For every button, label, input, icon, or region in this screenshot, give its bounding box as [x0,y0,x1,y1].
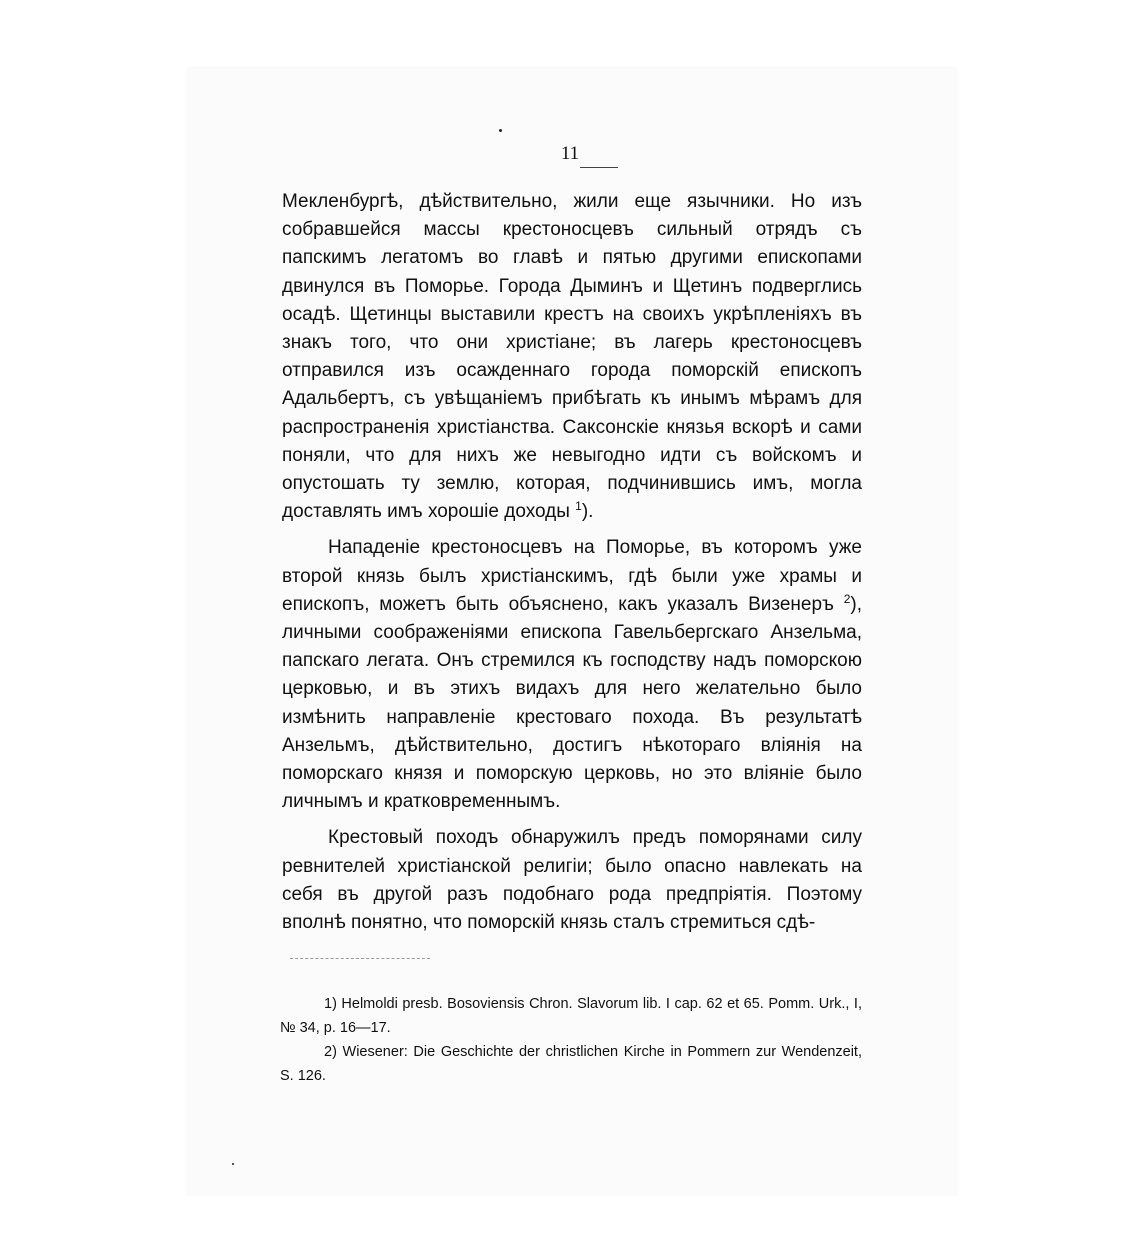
footnote-ref-2-close: ), [850,593,863,615]
footnote-ref-1: 1 [575,499,582,514]
paragraph-2-continuation: личными соображеніями епископа Гавельбергскаго Анзельма, папскаго легата. Онъ стремился къ господству надъ поморскою церковью, и въ этихъ видахъ для него желательно было измѣнить направленіе крестоваго похода. Въ результатѣ Анзельмъ, дѣйствительно, достигъ нѣкотораго вліянія на поморскаго князя и поморскую церковь, но это вліяніе было личнымъ и кратковременнымъ. [282,622,862,813]
header-rule [580,167,618,168]
paragraph-1-text: Мекленбургѣ, дѣйствительно, жили еще язычники. Но изъ собравшейся массы крестоносцевъ сильный отрядъ съ папскимъ легатомъ во главѣ и пятью другими епископами двинулся въ Поморье. Города Дыминъ и Щетинъ подверглись осадѣ. Щетинцы выставили крестъ на своихъ укрѣпленіяхъ въ знакъ того, что они христіане; въ лагерь крестоносцевъ отправился изъ осажденнаго города поморскій епископъ Адальбертъ, съ увѣщаніемъ прибѣгать къ инымъ мѣрамъ для распространенія христіанства. Саксонскіе князья вскорѣ и сами поняли, что для нихъ же невыгодно идти съ войскомъ и опустошать ту землю, которая, подчинившись имъ, могла доставлять имъ хорошіе доходы [282,191,862,523]
footnote-separator [290,958,430,960]
paragraph-2 [282,534,862,816]
paragraph-3 [282,824,862,937]
scan-speck [499,129,502,132]
paragraph-3-text: Крестовый походъ обнаружилъ предъ поморянами силу ревнителей христіанской религіи; было опасно навлекать на себя въ другой разъ подобнаго рода предпріятія. Поэтому вполнѣ понятно, что поморскій князь сталъ стремиться сдѣ- [282,827,862,934]
footnotes [280,992,862,1088]
scan-speck [232,1163,234,1165]
footnote-ref-1-close: ). [581,501,594,523]
footnote-1: 1) Helmoldi presb. Bosoviensis Chron. Slavorum lib. I cap. 62 et 65. Pomm. Urk., I, № 34, p. 16—17. [280,996,862,1036]
paragraph-2-text: Нападеніе крестоносцевъ на Поморье, въ которомъ уже второй князь былъ христіанскимъ, гдѣ были уже храмы и епископъ, можетъ быть объяснено, какъ указалъ Визенеръ [282,537,862,615]
footnote-ref-2: 2 [843,591,851,606]
footnote-2: 2) Wiesener: Die Geschichte der christlichen Kirche in Pommern zur Wendenzeit, S. 126. [280,1044,862,1084]
page-number: 11 [560,143,580,164]
paragraph-1 [282,188,862,526]
body-text [282,188,862,945]
